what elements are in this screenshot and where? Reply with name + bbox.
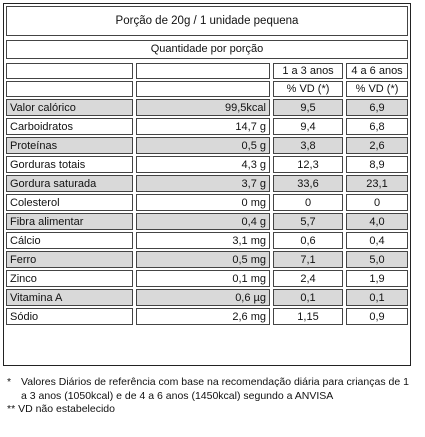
- empty-header-cell: [6, 63, 133, 79]
- nutrient-quantity: 0,1 mg: [136, 270, 270, 287]
- nutrient-name: Valor calórico: [6, 99, 133, 116]
- nutrient-name: Carboidratos: [6, 118, 133, 135]
- footnotes: [7, 376, 417, 417]
- table-row: [6, 251, 408, 268]
- nutrient-quantity: 3,1 mg: [136, 232, 270, 249]
- nutrient-name: Cálcio: [6, 232, 133, 249]
- vd-4-6-years: 0,1: [346, 289, 408, 306]
- nutrient-quantity: 0,6 µg: [136, 289, 270, 306]
- vd-1-header: % VD (*): [273, 81, 343, 97]
- vd-1-3-years: 0,1: [273, 289, 343, 306]
- nutrient-quantity: 14,7 g: [136, 118, 270, 135]
- nutrient-name: Gordura saturada: [6, 175, 133, 192]
- nutrient-name: Sódio: [6, 308, 133, 325]
- vd-1-3-years: 9,5: [273, 99, 343, 116]
- table-row: [6, 232, 408, 249]
- vd-4-6-years: 1,9: [346, 270, 408, 287]
- vd-1-3-years: 5,7: [273, 213, 343, 230]
- table-row: [6, 118, 408, 135]
- nutrient-quantity: 99,5kcal: [136, 99, 270, 116]
- nutrient-name: Colesterol: [6, 194, 133, 211]
- footnote-marker: *: [7, 376, 12, 388]
- table-row: [6, 156, 408, 173]
- table-row: [6, 99, 408, 116]
- empty-header-cell: [6, 81, 133, 97]
- vd-1-3-years: 1,15: [273, 308, 343, 325]
- vd-4-6-years: 0,4: [346, 232, 408, 249]
- table-row: [6, 175, 408, 192]
- age-1-header: 1 a 3 anos: [273, 63, 343, 79]
- vd-4-6-years: 5,0: [346, 251, 408, 268]
- nutrient-quantity: 0,5 g: [136, 137, 270, 154]
- table-row: [6, 213, 408, 230]
- table-row: [6, 270, 408, 287]
- vd-4-6-years: 0: [346, 194, 408, 211]
- empty-header-cell: [136, 63, 270, 79]
- vd-1-3-years: 3,8: [273, 137, 343, 154]
- nutrient-quantity: 0,4 g: [136, 213, 270, 230]
- vd-1-3-years: 9,4: [273, 118, 343, 135]
- nutrient-quantity: 0,5 mg: [136, 251, 270, 268]
- vd-4-6-years: 23,1: [346, 175, 408, 192]
- vd-4-6-years: 6,8: [346, 118, 408, 135]
- table-row: [6, 308, 408, 325]
- nutrient-name: Proteínas: [6, 137, 133, 154]
- vd-1-3-years: 7,1: [273, 251, 343, 268]
- vd-1-3-years: 12,3: [273, 156, 343, 173]
- nutrient-name: Fibra alimentar: [6, 213, 133, 230]
- table-row: [6, 194, 408, 211]
- nutrient-quantity: 3,7 g: [136, 175, 270, 192]
- vd-4-6-years: 2,6: [346, 137, 408, 154]
- vd-1-3-years: 33,6: [273, 175, 343, 192]
- quantity-per-serving-header: Quantidade por porção: [6, 40, 408, 59]
- nutrient-quantity: 0 mg: [136, 194, 270, 211]
- nutrition-table: [3, 61, 411, 327]
- vd-1-3-years: 0: [273, 194, 343, 211]
- nutrient-name: Ferro: [6, 251, 133, 268]
- nutrient-name: Zinco: [6, 270, 133, 287]
- footnote-vd-not-established: ** VD não estabelecido: [7, 403, 115, 415]
- vd-1-3-years: 2,4: [273, 270, 343, 287]
- vd-4-6-years: 6,9: [346, 99, 408, 116]
- nutrient-quantity: 2,6 mg: [136, 308, 270, 325]
- vd-4-6-years: 0,9: [346, 308, 408, 325]
- age-2-header: 4 a 6 anos: [346, 63, 408, 79]
- vd-4-6-years: 4,0: [346, 213, 408, 230]
- empty-header-cell: [136, 81, 270, 97]
- vd-2-header: % VD (*): [346, 81, 408, 97]
- nutrient-quantity: 4,3 g: [136, 156, 270, 173]
- vd-header-row: [6, 81, 408, 97]
- vd-1-3-years: 0,6: [273, 232, 343, 249]
- footnote-vd-reference: [7, 376, 417, 403]
- nutrient-name: Vitamina A: [6, 289, 133, 306]
- vd-4-6-years: 8,9: [346, 156, 408, 173]
- table-row: [6, 289, 408, 306]
- serving-size-title: Porção de 20g / 1 unidade pequena: [6, 6, 408, 36]
- table-row: [6, 137, 408, 154]
- age-header-row: [6, 63, 408, 79]
- nutrient-name: Gorduras totais: [6, 156, 133, 173]
- footnote-text: Valores Diários de referência com base na recomendação diária para crianças de 1 a 3 anos (1050kcal) e de 4 a 6 anos (1450kcal) segundo a ANVISA: [21, 376, 409, 402]
